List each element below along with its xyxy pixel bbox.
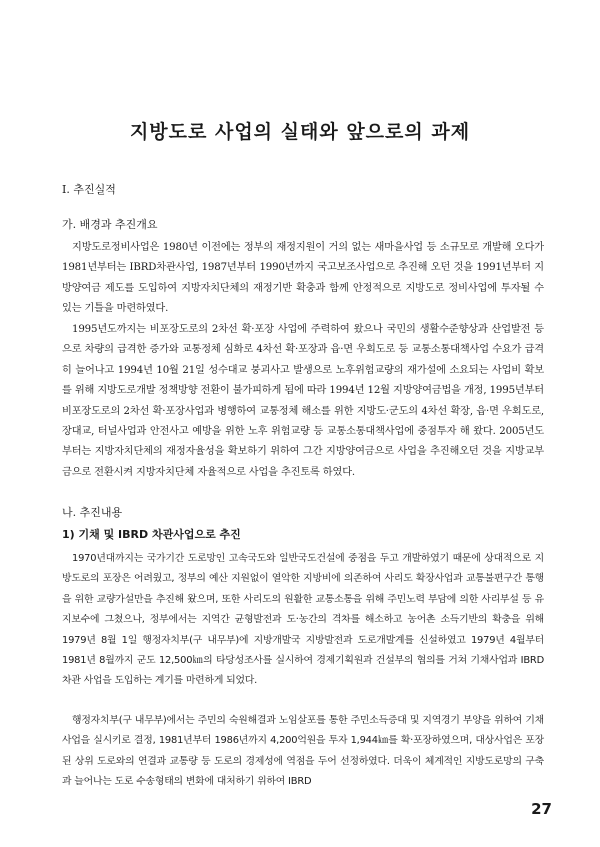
subsection-heading-background: 가. 배경과 추진개요 bbox=[62, 218, 158, 231]
section-heading-achievements: I. 추진실적 bbox=[62, 183, 116, 196]
page-number: 27 bbox=[531, 800, 552, 818]
subsection-heading-contents: 나. 추진내용 bbox=[62, 506, 123, 519]
paragraph-ibrd-2: 행정자치부(구 내무부)에서는 주민의 숙원해결과 노임살포를 통한 주민소득증대 및 지역경기 부양을 위하여 기채사업을 실시키로 결정, 1981년부터 1986년까지 4,200억원을 투자 1,944㎞를 확·포장하였으며, 대상사업은 포장된 상위 도로와의 연결과 교통량 등 도로의 경제성에 역점을 두어 선정하였다. 더욱이 체계적인 지방도로망의 구축과 늘어나는 도로 수송형태의 변화에 대처하기 위하여 IBRD bbox=[62, 715, 544, 788]
paragraph-background-1: 지방도로정비사업은 1980년 이전에는 정부의 재정지원이 거의 없는 새마을사업 등 소규모로 개발해 오다가 1981년부터는 IBRD차관사업, 1987년부터 1990년까지 국고보조사업으로 추진해 오던 것을 1991년부터 지방양여금 제도를 도입하여 지방자치단체의 재정기반 확충과 함께 안정적으로 지방도로 정비사업에 투자될 수 있는 기틀을 마련하였다. bbox=[62, 242, 544, 315]
paragraph-background-2: 1995년도까지는 비포장도로의 2차선 확·포장 사업에 주력하여 왔으나 국민의 생활수준향상과 산업발전 등으로 차량의 급격한 증가와 교통정체 심화로 4차선 확·포장과 읍·면 우회도로 등 교통소통대책사업 수요가 급격히 늘어나고 1994년 10월 21일 성수대교 붕괴사고 발생으로 노후위험교량의 재가설에 소요되는 사업비 확보를 위해 지방도로개발 정책방향 전환이 불가피하게 됨에 따라 1994년 12월 지방양여금법을 개정, 1995년부터 비포장도로의 2차선 확·포장사업과 병행하여 교통정체 해소를 위한 지방도·군도의 4차선 확장, 읍·면 우회도로, 장대교, 터널사업과 안전사고 예방을 위한 노후 위험교량 등 교통소통대책사업에 중점투자 해 왔다. 2005년도 부터는 지방자치단체의 재정자율성을 확보하기 위하여 그간 지방양여금으로 사업을 추진해오던 것을 지방교부금으로 전환시켜 지방자치단체 자율적으로 사업을 추진토록 하였다. bbox=[62, 324, 544, 478]
subsection-heading-ibrd: 1) 기채 및 IBRD 차관사업으로 추진 bbox=[62, 528, 241, 541]
paragraph-ibrd-1: 1970년대까지는 국가기간 도로망인 고속국도와 일반국도건설에 중점을 두고 개발하였기 때문에 상대적으로 지방도로의 포장은 어려웠고, 정부의 예산 지원없이 열악한 지방비에 의존하여 사리도 확장사업과 교통불편구간 통행을 위한 교량가설만을 추진해 왔으며, 또한 사리도의 원활한 교통소통을 위해 주민노력 부담에 의한 사리부설 등 유지보수에 그쳤으나, 정부에서는 지역간 균형발전과 도·농간의 격차를 해소하고 농어촌 소득기반의 확충을 위해 1979년 8월 1일 행정자치부(구 내무부)에 지방개발국 지방발전과 도로개발계를 신설하였고 1979년 4월부터 1981년 8월까지 군도 12,500㎞의 타당성조사를 실시하여 경제기획원과 건설부의 협의를 거쳐 기채사업과 IBRD 차관 사업을 도입하는 계기를 마련하게 되었다. bbox=[62, 553, 544, 687]
document-title: 지방도로 사업의 실태와 앞으로의 과제 bbox=[129, 121, 471, 143]
